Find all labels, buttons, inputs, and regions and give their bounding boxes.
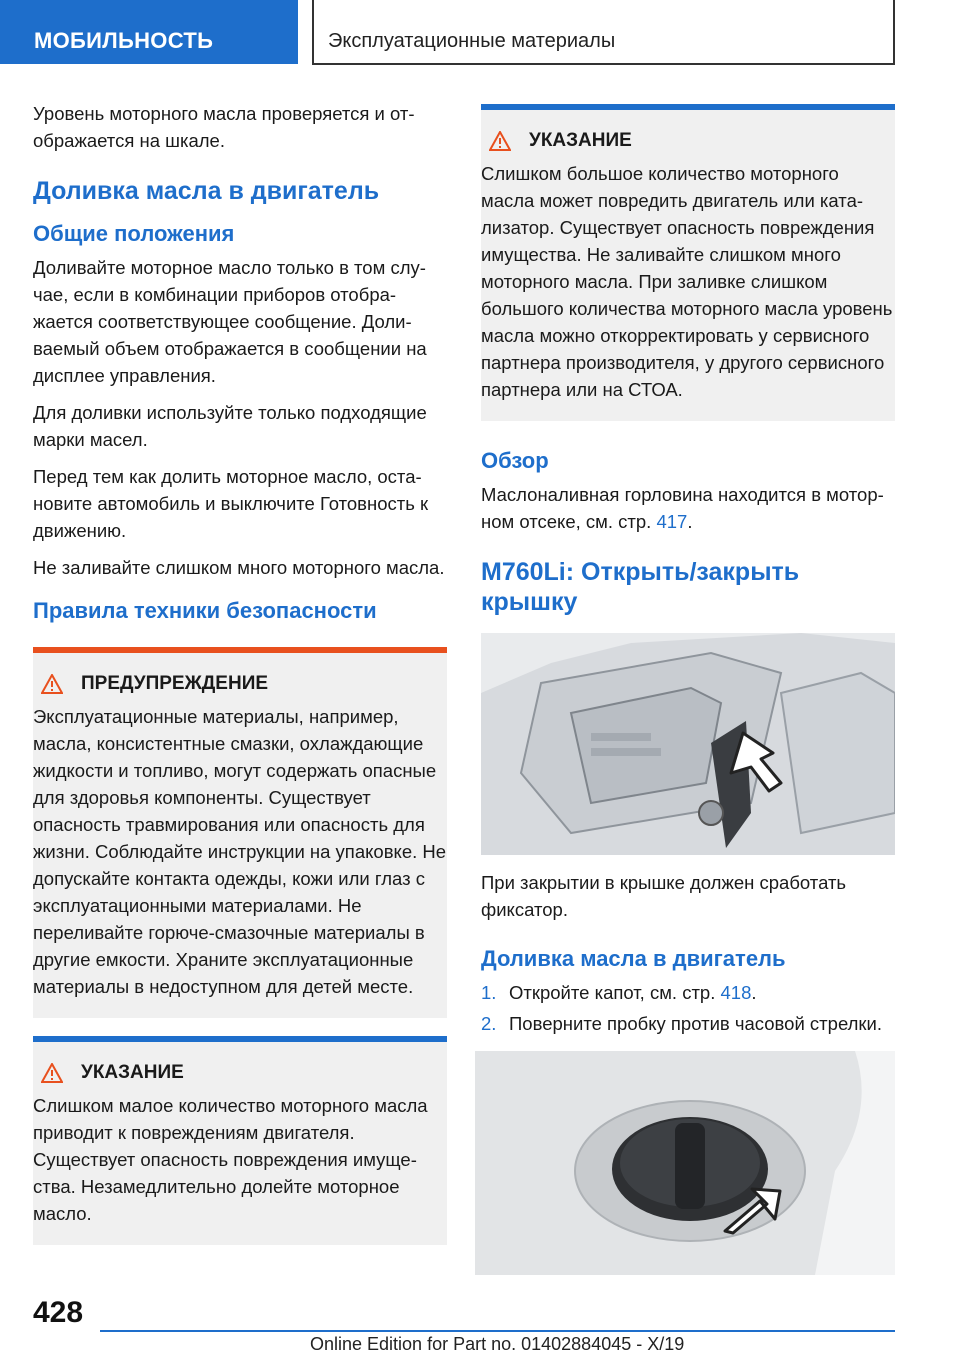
notice-text: Слишком малое количество моторного масла приводит к повреждениям двигателя. Существует опасность повреждения имущества. Незамедлительно долейте моторное масло. [33,1095,428,1224]
heading-overview: Обзор [481,448,549,473]
notice-title-2: УКАЗАНИЕ [529,130,632,151]
intro-text: Уровень моторного масла проверяется и отображается на шкале. [33,103,415,151]
section-label: МОБИЛЬНОСТЬ [34,28,214,53]
section-tab [0,0,298,64]
heading-safety: Правила техники безопасности [33,598,377,623]
overview-page-link[interactable]: 417 [656,511,688,532]
list-item [481,979,895,1006]
header-underline [312,63,895,65]
warning-title: ПРЕДУПРЕЖДЕНИЕ [81,673,269,694]
footer-rule [100,1330,895,1332]
oil-cap-image [475,1051,895,1275]
step-text: Поверните пробку против часовой стрелки. [509,1013,882,1034]
warning-triangle-icon [41,674,63,694]
steps-list [481,979,895,1037]
heading-topup: Доливка масла в двигатель [33,177,380,205]
paragraph-1: Доливайте моторное масло только в том случае, если в комбинации приборов отображается соответствующее сообщение. Доливаемый объем отображается в сообщении на дисплее управления. [33,257,427,386]
paragraph-2: Для доливки используйте только подходящие марки масел. [33,402,427,450]
notice-header [33,1062,447,1084]
overview-text: Маслоналивная горловина находится в моторном отсеке, см. стр. 417. [481,484,884,532]
paragraph-4: Не заливайте слишком много моторного масла. [33,557,445,578]
warning-header [33,673,447,695]
warning-triangle-icon [489,131,511,151]
engine-cover-image [481,633,895,855]
warning-triangle-icon [41,1063,63,1083]
step-number: 1. [481,982,497,1003]
notice-header-2 [481,130,895,152]
list-item [481,1010,895,1037]
left-column [33,100,447,1263]
header-divider-right [893,0,895,64]
heading-general: Общие положения [33,221,235,246]
image-caption: При закрытии в крышке должен сработать фиксатор. [481,872,847,920]
heading-topup-2: Доливка масла в двигатель [481,946,786,971]
page-number: 428 [33,1296,84,1329]
step-text: Откройте капот, см. стр. 418. [509,982,757,1003]
chapter-title: Эксплуатационные материалы [328,30,616,52]
step-page-link[interactable]: 418 [720,982,752,1003]
paragraph-3: Перед тем как долить моторное масло, остановите автомобиль и выключите Готовность к движению. [33,466,429,541]
step-number: 2. [481,1013,497,1034]
notice-text-2: Слишком большое количество моторного масла может повредить двигатель или катализатор. Существует опасность повреждения имущества. Не заливайте слишком много моторного масла. При заливке слишком большого количества моторного масла уровень масла можно откорректировать у сервисного партнера производителя, у другого сервисного партнера или на СТОА. [481,163,893,400]
warning-box [33,647,447,1018]
header-divider [312,0,314,64]
notice-title: УКАЗАНИЕ [81,1062,184,1083]
heading-m760: M760Li: Открыть/закрыть крышку [481,558,800,616]
engine-cover-illustration [481,633,895,855]
warning-text: Эксплуатационные материалы, например, масла, консистентные смазки, охлаждающие жидкости и топливо, могут содержать опасные для здоровья компоненты. Существует опасность травмирования или опасность для жизни. Соблюдайте инструкции на упаковке. Не допускайте контакта одежды, кожи или глаз с эксплуатационными материалами. Не переливайте горюче-смазочные материалы в другие емкости. Храните эксплуатационные материалы в недоступном для детей месте. [33,706,447,997]
step-text-body: Откройте капот, см. стр. [509,982,716,1003]
overview-text-body: Маслоналивная горловина находится в моторном отсеке, см. стр. [481,484,884,532]
notice-box [33,1036,447,1245]
footer-edition: Online Edition for Part no. 01402884045 - X/19 [310,1334,685,1354]
notice-box-2 [481,104,895,421]
oil-cap-illustration [475,1051,895,1275]
right-column [481,104,895,1275]
